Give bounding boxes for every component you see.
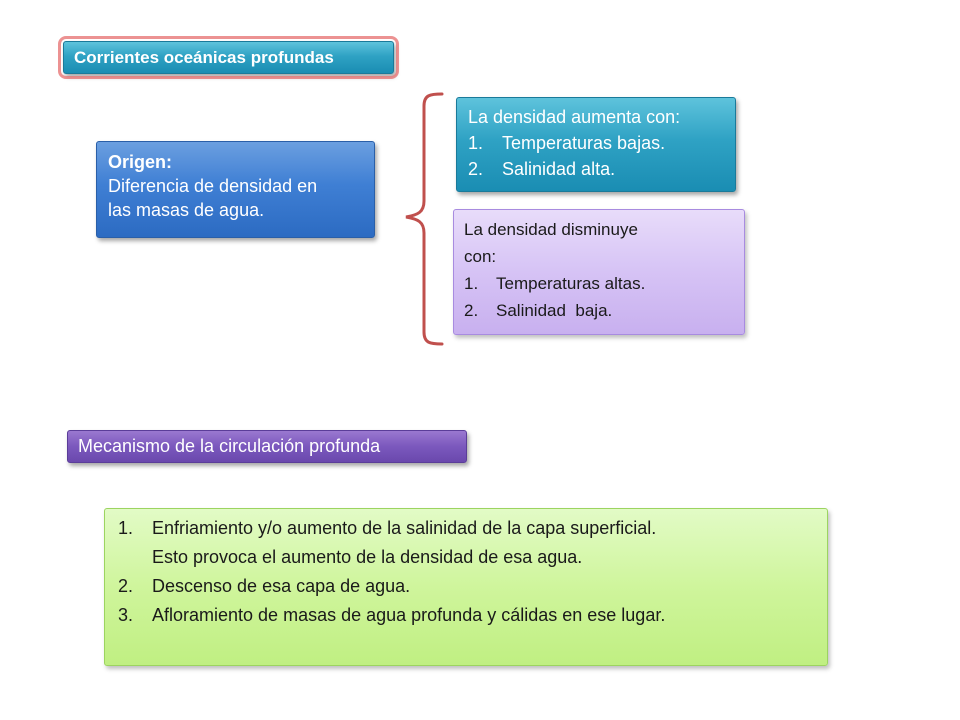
title-box bbox=[63, 41, 394, 74]
curly-brace bbox=[400, 88, 450, 350]
list-number: 1. bbox=[468, 133, 484, 153]
list-item bbox=[468, 156, 735, 182]
density-decrease-heading-1: La densidad disminuye bbox=[464, 220, 638, 239]
step-item bbox=[118, 601, 827, 630]
density-increase-heading: La densidad aumenta con: bbox=[468, 107, 681, 127]
density-decrease-heading-2: con: bbox=[464, 247, 497, 266]
list-item bbox=[464, 297, 744, 324]
list-text: Temperaturas bajas. bbox=[502, 133, 666, 153]
list-text: Salinidad alta. bbox=[502, 159, 616, 179]
list-text: Temperaturas altas. bbox=[496, 274, 646, 293]
step-continuation: Esto provoca el aumento de la densidad de esa agua. bbox=[152, 547, 583, 567]
origin-line-2: las masas de agua. bbox=[108, 200, 265, 220]
step-number: 2. bbox=[118, 576, 134, 596]
mechanism-box bbox=[67, 430, 467, 463]
list-item bbox=[464, 270, 744, 297]
list-number: 1. bbox=[464, 274, 479, 293]
step-text: Enfriamiento y/o aumento de la salinidad de la capa superficial. bbox=[152, 518, 657, 538]
step-number: 3. bbox=[118, 605, 134, 625]
list-number: 2. bbox=[464, 301, 479, 320]
mechanism-heading: Mecanismo de la circulación profunda bbox=[78, 436, 381, 456]
step-text: Afloramiento de masas de agua profunda y cálidas en ese lugar. bbox=[152, 605, 666, 625]
origin-line-1: Diferencia de densidad en bbox=[108, 176, 318, 196]
title-text: Corrientes oceánicas profundas bbox=[74, 48, 334, 67]
step-number: 1. bbox=[118, 518, 134, 538]
step-item bbox=[118, 514, 827, 543]
mechanism-steps-box bbox=[104, 508, 828, 666]
density-increase-box bbox=[456, 97, 736, 192]
origin-heading: Origen: bbox=[108, 152, 173, 172]
list-item bbox=[468, 130, 735, 156]
origin-box bbox=[96, 141, 375, 238]
step-item bbox=[118, 572, 827, 601]
step-text: Descenso de esa capa de agua. bbox=[152, 576, 411, 596]
density-decrease-box bbox=[453, 209, 745, 335]
list-text: Salinidad baja. bbox=[496, 301, 613, 320]
list-number: 2. bbox=[468, 159, 484, 179]
